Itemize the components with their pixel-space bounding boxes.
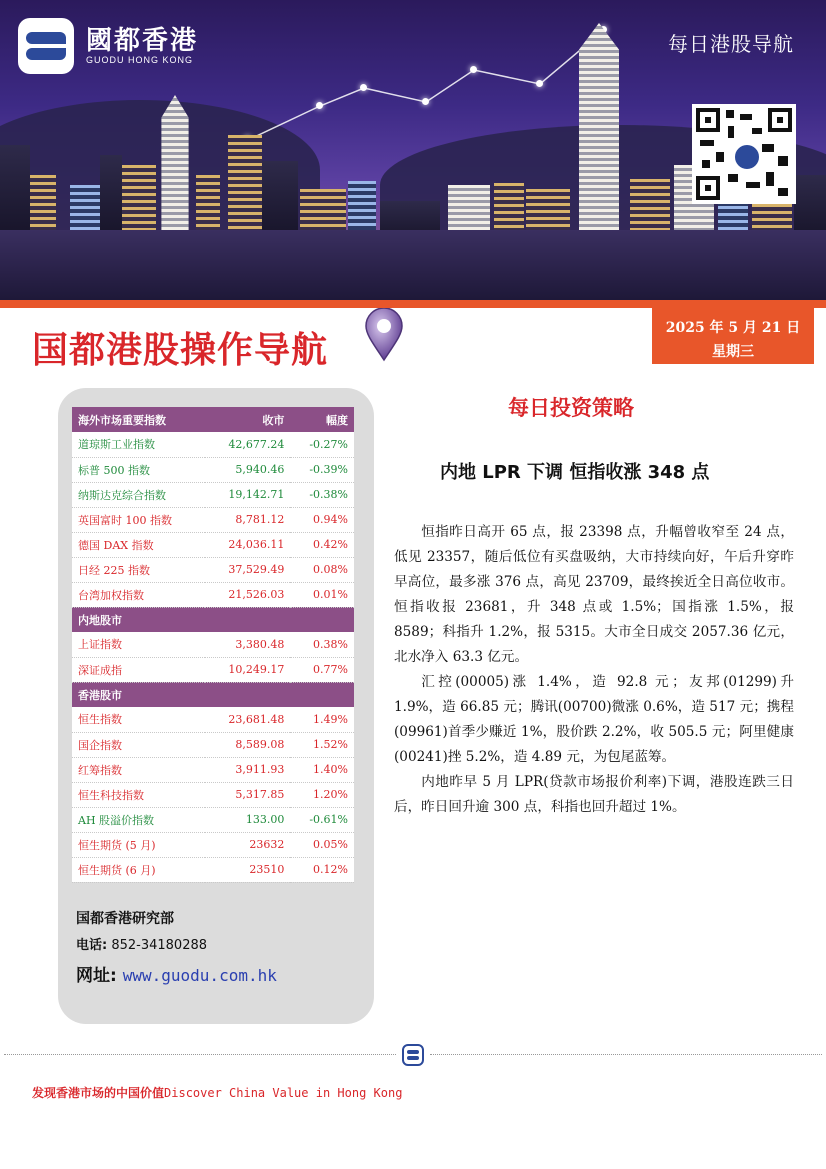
index-close: 23,681.48	[205, 707, 290, 732]
article-paragraph: 内地昨早 5 月 LPR(贷款市场报价利率)下调，港股连跌三日后，昨日回升逾 300 点，科指也回升超过 1%。	[394, 774, 794, 815]
index-close: 42,677.24	[205, 432, 290, 457]
section-label: 香港股市	[72, 682, 354, 707]
index-change: 0.08%	[290, 557, 354, 582]
article-body	[394, 520, 794, 820]
index-close: 133.00	[205, 807, 290, 832]
contact-block	[76, 908, 277, 986]
building	[228, 135, 262, 245]
index-close: 21,526.03	[205, 582, 290, 607]
website-link[interactable]: www.guodu.com.hk	[122, 966, 277, 985]
index-change: 0.42%	[290, 532, 354, 557]
index-name: 恒生期货 (6 月)	[72, 857, 205, 882]
index-close: 5,317.85	[205, 782, 290, 807]
table-header-row	[72, 407, 354, 432]
index-close: 8,589.08	[205, 732, 290, 757]
harbour-water	[0, 230, 826, 300]
footer-divider	[430, 1054, 822, 1055]
website-line	[76, 961, 277, 986]
index-change: -0.27%	[290, 432, 354, 457]
banner-title: 每日港股导航	[668, 32, 794, 56]
index-name: 恒生科技指数	[72, 782, 205, 807]
index-name: 日经 225 指数	[72, 557, 205, 582]
index-close: 5,940.46	[205, 457, 290, 482]
index-name: 英国富时 100 指数	[72, 507, 205, 532]
table-row	[72, 457, 354, 482]
column-header: 幅度	[290, 407, 354, 432]
location-pin-icon	[364, 308, 404, 362]
report-date: 2025 年 5 月 21 日	[665, 320, 801, 336]
market-index-table	[72, 407, 354, 883]
qr-code-icon	[692, 104, 796, 204]
index-name: 上证指数	[72, 632, 205, 657]
slogan-chinese: 发现香港市场的中国价值	[32, 1086, 165, 1100]
table-row	[72, 782, 354, 807]
table-row	[72, 557, 354, 582]
footer-slogan	[32, 1084, 402, 1101]
index-change: 1.52%	[290, 732, 354, 757]
index-change: 1.49%	[290, 707, 354, 732]
index-name: 恒生指数	[72, 707, 205, 732]
slogan-english: Discover China Value in Hong Kong	[164, 1086, 403, 1100]
index-name: 道琼斯工业指数	[72, 432, 205, 457]
phone-label: 电话:	[76, 938, 108, 953]
guodu-logo-icon	[18, 18, 74, 74]
index-close: 3,911.93	[205, 757, 290, 782]
table-row	[72, 757, 354, 782]
index-name: 纳斯达克综合指数	[72, 482, 205, 507]
column-header: 收市	[205, 407, 290, 432]
research-dept: 国都香港研究部	[76, 911, 174, 927]
index-close: 23510	[205, 857, 290, 882]
ifc-tower	[574, 23, 624, 245]
table-row	[72, 732, 354, 757]
index-name: 标普 500 指数	[72, 457, 205, 482]
index-name: 国企指数	[72, 732, 205, 757]
table-row	[72, 707, 354, 732]
star	[422, 98, 429, 105]
orange-divider-band	[0, 300, 826, 308]
section-label: 内地股市	[72, 607, 354, 632]
index-change: -0.61%	[290, 807, 354, 832]
date-badge	[652, 308, 814, 364]
star	[470, 66, 477, 73]
guodu-footer-icon	[402, 1044, 424, 1066]
star	[536, 80, 543, 87]
section-header-row	[72, 682, 354, 707]
index-change: 0.01%	[290, 582, 354, 607]
report-weekday: 星期三	[712, 344, 754, 360]
index-name: 台湾加权指数	[72, 582, 205, 607]
section-header-row	[72, 607, 354, 632]
website-label: 网址:	[76, 966, 117, 986]
index-name: AH 股溢价指数	[72, 807, 205, 832]
index-change: 0.77%	[290, 657, 354, 682]
index-change: 0.12%	[290, 857, 354, 882]
index-name: 恒生期货 (5 月)	[72, 832, 205, 857]
table-row	[72, 507, 354, 532]
index-close: 24,036.11	[205, 532, 290, 557]
star	[316, 102, 323, 109]
bank-of-china-tower	[158, 95, 192, 245]
table-row	[72, 482, 354, 507]
index-close: 8,781.12	[205, 507, 290, 532]
section-title: 每日投资策略	[508, 396, 634, 420]
article-paragraph: 汇控(00005)涨 1.4%，造 92.8 元；友邦(01299)升 1.9%，造 66.85 元；腾讯(00700)微涨 0.6%，造 517 元；携程(09961)首季少赚近 1%，股价跌 2.2%，收 505.5 元；阿里健康(00241)挫 5.2%，造 4.89 元，为包尾蓝筹。	[394, 674, 794, 765]
column-header: 海外市场重要指数	[72, 407, 205, 432]
table-row	[72, 582, 354, 607]
index-close: 10,249.17	[205, 657, 290, 682]
index-change: 0.05%	[290, 832, 354, 857]
index-change: 0.94%	[290, 507, 354, 532]
table-row	[72, 832, 354, 857]
article-headline: 内地 LPR 下调 恒指收涨 348 点	[440, 462, 710, 483]
index-change: -0.38%	[290, 482, 354, 507]
article-paragraph: 恒指昨日高开 65 点，报 23398 点，升幅曾收窄至 24 点，低见 23357，随后低位有买盘吸纳，大市持续向好，午后升穿昨早高位，最多涨 376 点，高见 23709，最终挨近全日高位收市。恒指收报 23681，升 348 点或 1.5%；国指涨 1.5%，报 8589；科指升 1.2%，报 5315。大市全日成交 2057.36 亿元，北水净入 63.3 亿元。	[394, 524, 794, 665]
table-row	[72, 632, 354, 657]
table-row	[72, 807, 354, 832]
index-change: 1.20%	[290, 782, 354, 807]
table-row	[72, 432, 354, 457]
index-change: 0.38%	[290, 632, 354, 657]
star	[360, 84, 367, 91]
logo-chinese-name: 國都香港	[86, 26, 199, 56]
logo-english-name: GUODU HONG KONG	[86, 55, 194, 65]
phone-line	[76, 934, 277, 953]
index-close: 19,142.71	[205, 482, 290, 507]
table-row	[72, 857, 354, 882]
index-name: 深证成指	[72, 657, 205, 682]
index-name: 红筹指数	[72, 757, 205, 782]
table-row	[72, 657, 354, 682]
index-change: 1.40%	[290, 757, 354, 782]
index-close: 23632	[205, 832, 290, 857]
footer-divider	[4, 1054, 396, 1055]
company-logo	[18, 18, 198, 74]
header-banner	[0, 0, 826, 300]
index-close: 3,380.48	[205, 632, 290, 657]
index-name: 德国 DAX 指数	[72, 532, 205, 557]
index-change: -0.39%	[290, 457, 354, 482]
table-row	[72, 532, 354, 557]
page-title: 国都港股操作导航	[32, 330, 329, 371]
phone-number: 852-34180288	[111, 938, 208, 953]
index-close: 37,529.49	[205, 557, 290, 582]
